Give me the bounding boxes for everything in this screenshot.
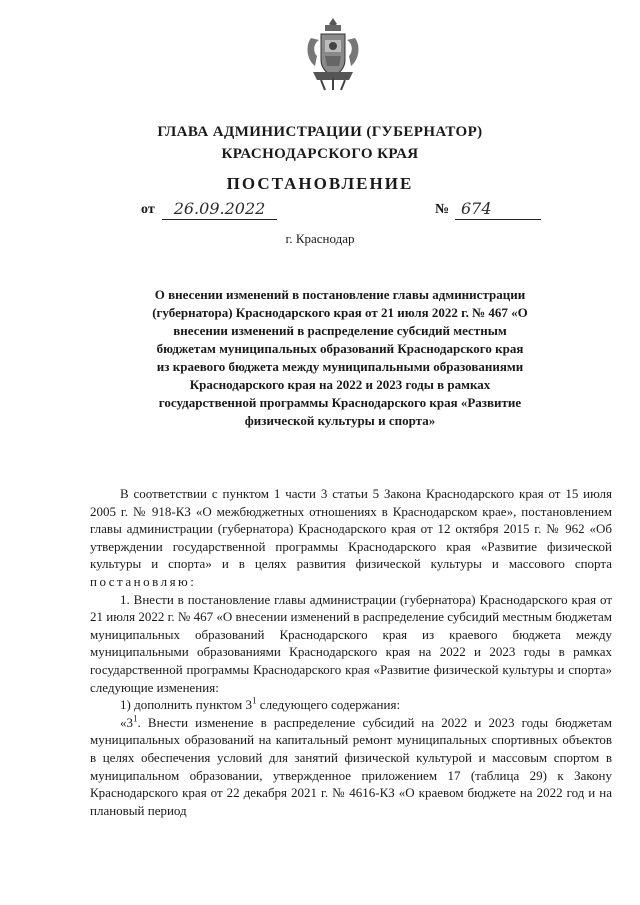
document-body	[90, 485, 612, 819]
number-value: 674	[455, 199, 541, 220]
document-subject: О внесении изменений в постановление главы администрации (губернатора) Краснодарского края от 21 июля 2022 г. № 467 «О внесении изменений в распределение субсидий местным бюджетам муниципальных образований Краснодарского края из краевого бюджета между муниципальными образованиями Краснодарского края на 2022 и 2023 годы в рамках государственной программы Краснодарского края «Развитие физической культуры и спорта»	[152, 287, 528, 428]
city: г. Краснодар	[285, 231, 355, 246]
number-label: №	[435, 202, 450, 217]
decree-keyword: постановляю	[90, 573, 191, 589]
document-type: ПОСТАНОВЛЕНИЕ	[226, 174, 414, 193]
authority-line-2: КРАСНОДАРСКОГО КРАЯ	[221, 146, 419, 162]
authority-line-1: ГЛАВА АДМИНИСТРАЦИИ (ГУБЕРНАТОР)	[157, 124, 483, 140]
authority-title	[0, 121, 640, 165]
date-label: от	[141, 202, 155, 217]
paragraph-2: 1. Внести в постановление главы администрации (губернатора) Краснодарского края от 21 июля 2022 г. № 467 «О внесении изменений в распределение субсидий местным бюджетам муниципальных образований Краснодарского края из краевого бюджета между муниципальными образованиями Краснодарского края на 2022 и 2023 годы в рамках государственной программы Краснодарского края «Развитие физической культуры и спорта» следующие изменения:	[90, 591, 612, 695]
coat-of-arms-emblem	[303, 16, 363, 92]
paragraph-4: «$3^1$. Внести изменение в распределение субсидий на 2022 и 2023 годы бюджетам муниципальных образований на капитальный ремонт муниципальных спортивных объектов в целях обеспечения условий для занятий физической культурой и массовым спортом в муниципальном образовании, утвержденное приложением 17 (таблица 29) к Закону Краснодарского края от 22 декабря 2021 г. № 4616-КЗ «О краевом бюджете на 2022 год и на плановый период	[90, 713, 612, 818]
paragraph-3: 1) дополнить пунктом $3^1$ следующего содержания:	[120, 695, 401, 713]
date-value: 26.09.2022	[162, 199, 277, 220]
paragraph-1: В соответствии с пунктом 1 части 3 статьи 5 Закона Краснодарского края от 15 июля 2005 г. № 918-КЗ «О межбюджетных отношениях в Краснодарском крае», постановлением главы администрации (губернатора) Краснодарского края от 12 октября 2015 г. № 962 «Об утверждении государственной программы Краснодарского края «Развитие физической культуры и спорта» и в целях развития физической культуры и массового спорта постановляю:	[90, 486, 612, 589]
